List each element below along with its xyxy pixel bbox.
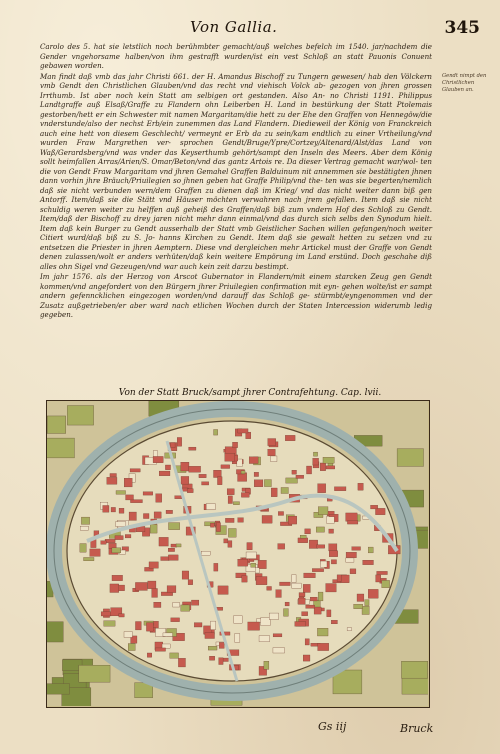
house-block	[259, 636, 270, 642]
house-block	[112, 575, 123, 580]
house-block	[270, 456, 276, 462]
house-block	[299, 593, 305, 597]
house-block	[318, 592, 323, 601]
house-block	[103, 505, 109, 512]
paragraph-1: Carolo des 5. hat sie letstlich noch berühmbter gemacht/auß welches befelch im 1540. jar/nachdem die Gender vngehorsame halben/von ihm gestrafft wurden/ist ein vest Schloß an statt Pauonis Conuent gebawen worden.	[40, 42, 432, 70]
house-block	[310, 597, 317, 601]
house-block	[175, 496, 182, 499]
house-block	[153, 456, 163, 462]
house-block	[168, 548, 174, 551]
house-block	[202, 482, 209, 485]
house-block	[161, 557, 170, 561]
field-plot	[397, 449, 423, 467]
house-block	[187, 489, 193, 493]
page-number: 345	[444, 18, 480, 38]
house-block	[119, 508, 124, 513]
house-block	[346, 513, 358, 521]
house-block	[130, 469, 140, 472]
house-block	[317, 628, 328, 636]
house-block	[329, 551, 338, 557]
house-block	[189, 447, 196, 450]
house-block	[149, 562, 158, 568]
house-block	[346, 552, 356, 558]
house-block	[318, 484, 326, 493]
house-block	[331, 560, 336, 564]
house-block	[316, 527, 324, 532]
house-block	[154, 512, 161, 518]
house-block	[154, 602, 161, 607]
house-block	[306, 605, 315, 608]
house-block	[254, 480, 263, 487]
house-block	[292, 583, 301, 588]
house-block	[376, 575, 381, 582]
house-block	[201, 551, 210, 555]
house-block	[247, 543, 252, 550]
house-block	[305, 639, 309, 645]
house-block	[304, 573, 316, 578]
house-block	[191, 600, 198, 605]
house-block	[320, 463, 325, 471]
house-block	[331, 620, 337, 624]
house-block	[228, 541, 232, 548]
house-block	[182, 571, 189, 579]
house-block	[217, 477, 222, 485]
house-block	[111, 507, 115, 512]
house-block	[363, 560, 374, 565]
house-block	[255, 568, 259, 573]
house-block	[176, 544, 181, 547]
field-plot	[67, 406, 93, 426]
house-block	[210, 523, 214, 527]
house-block	[128, 644, 135, 651]
house-block	[317, 545, 325, 548]
house-block	[119, 614, 125, 617]
house-block	[264, 661, 269, 669]
house-block	[178, 658, 185, 667]
house-block	[314, 607, 321, 614]
house-block	[143, 514, 149, 519]
house-block	[116, 491, 126, 495]
house-block	[238, 559, 248, 566]
house-block	[199, 474, 206, 477]
house-block	[303, 655, 310, 661]
house-block	[205, 633, 215, 639]
house-block	[81, 517, 89, 524]
house-block	[350, 569, 356, 574]
field-plot	[79, 665, 110, 682]
house-block	[162, 644, 170, 648]
house-block	[281, 487, 288, 493]
house-block	[347, 628, 352, 631]
chapter-heading: Von der Statt Bruck/sampt jhrer Contrafehtung. Cap. lvii.	[118, 388, 382, 398]
page-header	[40, 18, 480, 40]
house-block	[327, 610, 331, 617]
house-block	[90, 549, 100, 556]
house-block	[251, 563, 256, 567]
house-block	[346, 558, 354, 562]
house-block	[254, 472, 258, 476]
body-text	[40, 42, 432, 321]
house-block	[273, 648, 285, 653]
house-block	[156, 494, 162, 502]
field-plot	[401, 661, 427, 678]
house-block	[320, 561, 327, 567]
house-block	[329, 544, 337, 551]
house-block	[298, 598, 305, 604]
house-block	[334, 487, 346, 491]
house-block	[329, 529, 334, 533]
house-block	[208, 646, 217, 650]
house-block	[159, 537, 168, 546]
house-block	[224, 539, 228, 543]
house-block	[238, 518, 244, 522]
house-block	[107, 477, 117, 484]
house-block	[146, 623, 153, 632]
house-block	[354, 604, 363, 608]
house-block	[150, 524, 157, 533]
house-block	[268, 439, 276, 446]
house-block	[238, 429, 248, 433]
house-block	[375, 508, 385, 514]
house-block	[125, 535, 131, 538]
house-block	[313, 458, 319, 465]
house-block	[112, 548, 121, 553]
house-block	[214, 470, 222, 477]
house-block	[225, 453, 235, 461]
house-block	[298, 538, 308, 543]
house-block	[170, 653, 179, 658]
house-block	[284, 609, 289, 617]
house-block	[271, 488, 277, 497]
house-block	[104, 621, 115, 626]
field-plot	[47, 684, 70, 694]
house-block	[152, 588, 158, 597]
house-block	[371, 505, 378, 509]
house-block	[171, 442, 175, 447]
house-block	[286, 478, 298, 483]
house-block	[80, 526, 88, 530]
house-block	[124, 632, 132, 638]
house-block	[214, 429, 218, 435]
house-block	[377, 571, 388, 574]
house-block	[101, 612, 111, 616]
house-block	[124, 478, 132, 487]
house-block	[358, 483, 363, 490]
house-block	[264, 480, 271, 487]
house-block	[241, 493, 249, 498]
house-block	[235, 634, 240, 643]
house-block	[80, 544, 86, 553]
house-block	[219, 642, 224, 648]
house-block	[246, 552, 256, 559]
house-block	[194, 623, 202, 627]
house-block	[368, 547, 373, 553]
house-block	[242, 576, 248, 582]
house-block	[261, 618, 271, 626]
house-block	[219, 658, 223, 665]
house-block	[362, 606, 369, 614]
house-block	[326, 584, 337, 592]
house-block	[105, 539, 115, 542]
house-block	[232, 442, 237, 448]
house-block	[116, 522, 126, 527]
house-block	[278, 512, 283, 516]
house-block	[189, 466, 201, 472]
house-block	[302, 612, 308, 616]
house-block	[188, 580, 193, 585]
house-block	[173, 602, 180, 607]
house-block	[280, 582, 291, 585]
house-block	[295, 622, 306, 627]
house-block	[249, 457, 258, 464]
house-block	[273, 634, 282, 637]
house-block	[177, 437, 182, 446]
house-block	[84, 557, 94, 560]
house-block	[307, 466, 312, 474]
house-block	[292, 470, 297, 474]
house-block	[210, 621, 215, 630]
field-plot	[47, 622, 63, 642]
house-block	[115, 536, 123, 540]
house-block	[110, 473, 117, 476]
house-block	[181, 476, 189, 484]
house-block	[181, 462, 189, 471]
house-block	[159, 471, 170, 476]
house-block	[163, 633, 173, 637]
house-block	[352, 547, 361, 551]
house-block	[300, 535, 306, 538]
house-block	[285, 602, 289, 606]
house-block	[206, 504, 215, 510]
house-block	[143, 492, 153, 495]
house-block	[267, 586, 272, 590]
house-block	[227, 489, 234, 495]
house-block	[129, 512, 136, 520]
catchword: Bruck	[400, 722, 434, 735]
running-title: Von Gallia.	[190, 18, 278, 36]
house-block	[165, 465, 170, 470]
house-block	[166, 510, 173, 513]
house-block	[258, 560, 266, 568]
house-block	[296, 475, 304, 478]
field-plot	[47, 438, 74, 458]
house-block	[326, 517, 334, 523]
house-block	[118, 585, 124, 591]
house-block	[285, 435, 295, 440]
house-block	[101, 541, 106, 545]
house-block	[168, 555, 178, 560]
house-block	[233, 502, 239, 505]
house-block	[126, 495, 134, 500]
house-block	[135, 582, 147, 590]
house-block	[221, 465, 230, 469]
house-block	[110, 584, 119, 593]
house-block	[209, 656, 214, 660]
house-block	[171, 618, 180, 622]
house-block	[228, 528, 236, 537]
house-block	[256, 577, 267, 585]
house-block	[326, 466, 335, 469]
house-block	[214, 563, 218, 571]
house-block	[309, 540, 317, 548]
house-block	[262, 515, 272, 523]
house-block	[347, 521, 357, 524]
field-plot	[47, 416, 65, 434]
house-block	[147, 653, 152, 657]
house-block	[341, 575, 349, 583]
house-block	[323, 457, 334, 463]
house-block	[216, 523, 220, 532]
house-block	[155, 648, 165, 651]
house-block	[288, 516, 297, 524]
signature-mark: Gs iij	[318, 720, 347, 733]
house-block	[135, 622, 141, 630]
house-block	[241, 471, 245, 474]
house-block	[234, 616, 243, 624]
house-block	[276, 590, 282, 598]
house-block	[168, 523, 179, 530]
paragraph-2: Man findt daß vmb das jahr Christi 661. der H. Amandus Bischoff zu Tungern gewesen/ hab den Völckern vmb Gendt den Christlichen Glauben/vnd das recht vnd viehisch Volck ab- gezogen von jhren grossen Irrthumb. Ist aber noch kein Statt am selbigen ort gestanden. Also An- no Christi 1191. Philippus Landtgraffe auß Elsaß/Graffe zu Flandern ohn Leiberben H. Land in bestürkung der Statt Ptolemais gestorben/hett er ein Schwester mit namen Margaritam/die hett zu der Ehe den Graffen von Hennegöw/die vnderstunde/also der nechst Erb/ein zunemmen das Land Flandern. Diedieweil der König von Franckreich auch eine hett von diesem Geschlecht/ vermeynt er Erb da zu sein/kam endtlich zu einer Vrtheilung/vnd wurden Fraw Margrethen ver- sprochen Gendt/Bruge/Ypre/Cortzey/Altenard/Alst/das Land von Waß/Gerardsberg/vnd was vnder das Keyserthumb gehört/sampt den Inseln des Meers. Aber dem König sollt heimfallen Arras/Arien/S. Omar/Beton/vnd das gantz Artois re. Da dieser Vertrag gemacht war/wol- ten die von Gendt Fraw Margaritam vnd jhren Gemahel Graffen Balduinum nit annemmen sie bestätigten jhnen dann vorhin jhre Bräuch/Priuilegien so jhnen geben hat Graffe Philip/vnd the- ten was sie begerten/nemlich daß sie nicht verbunden wern/dem Graffen zu dienen daß im Krieg/ vnd das nicht weiter dann biß gen Antorff. Item/daß sie die Stätt vnd Häuser möchten verwahren nach jrem gefallen. Item daß sie nicht schuldig weren weiter zu helffen auß geheiß des Graffen/daß biß zum vndern Hof des Schloß zu Gendt. Item/daß der Bischoff zu drey jaren nicht mehr dann einmal/vnd das durch sich selbs den Synodum hielt. Item daß kein Burger zu Gendt ausserhalb der Statt vmb Geistlicher Sachen willen gefangen/noch weiter Citiert wurd/daß biß zu S. Jo- hanns Kirchen zu Gendt. Item daß sie gewalt hetten zu setzen vnd zu entsetzen die Priester in jhren Aemptern. Diese vnd dergleichen mehr Artickel must der Graffe von Gendt denen zulassen/wolt er anders verhüten/daß kein weitere Empörung im Land erstünd. Doch geschahe diß alles ohn Sigel vnd Gezeugen/vnd war auch kein zeit darzu bestimpt.	[40, 71, 432, 271]
house-block	[318, 643, 329, 650]
house-block	[228, 496, 232, 504]
house-block	[312, 569, 323, 572]
city-map	[46, 400, 430, 708]
house-block	[167, 586, 176, 593]
house-block	[305, 529, 311, 534]
house-block	[292, 575, 296, 583]
house-block	[278, 544, 285, 550]
house-block	[248, 622, 260, 630]
city-map-illustration	[47, 401, 428, 706]
house-block	[218, 586, 228, 595]
house-block	[303, 584, 310, 592]
house-block	[365, 600, 369, 606]
house-block	[357, 594, 364, 601]
house-block	[318, 507, 328, 515]
house-block	[382, 580, 390, 587]
house-block	[225, 518, 234, 522]
house-block	[148, 581, 156, 589]
house-block	[181, 605, 190, 611]
margin-note: Gendt nimpt den Christlichen Glauben an.	[442, 73, 487, 93]
house-block	[368, 589, 378, 598]
paragraph-3: Im jahr 1576. als der Herzog von Arscot Gubernator in Flandern/mit einem starcken Zeug gen Gendt kommen/vnd angefordert von den Bürgern jhrer Priuilegien confirmation mit eyn- gehen wolte/ist er sampt andern gefenncklichen eingezogen worden/vnd darauff das Schloß ge- stürmbt/eyngenommen vnd der Zusatz außgetrieben/er aber ward nach etlichen Wochen durch der Staten Intercession widerumb ledig gegeben.	[40, 272, 432, 319]
house-block	[269, 613, 278, 619]
house-block	[268, 449, 275, 455]
house-block	[313, 452, 317, 456]
